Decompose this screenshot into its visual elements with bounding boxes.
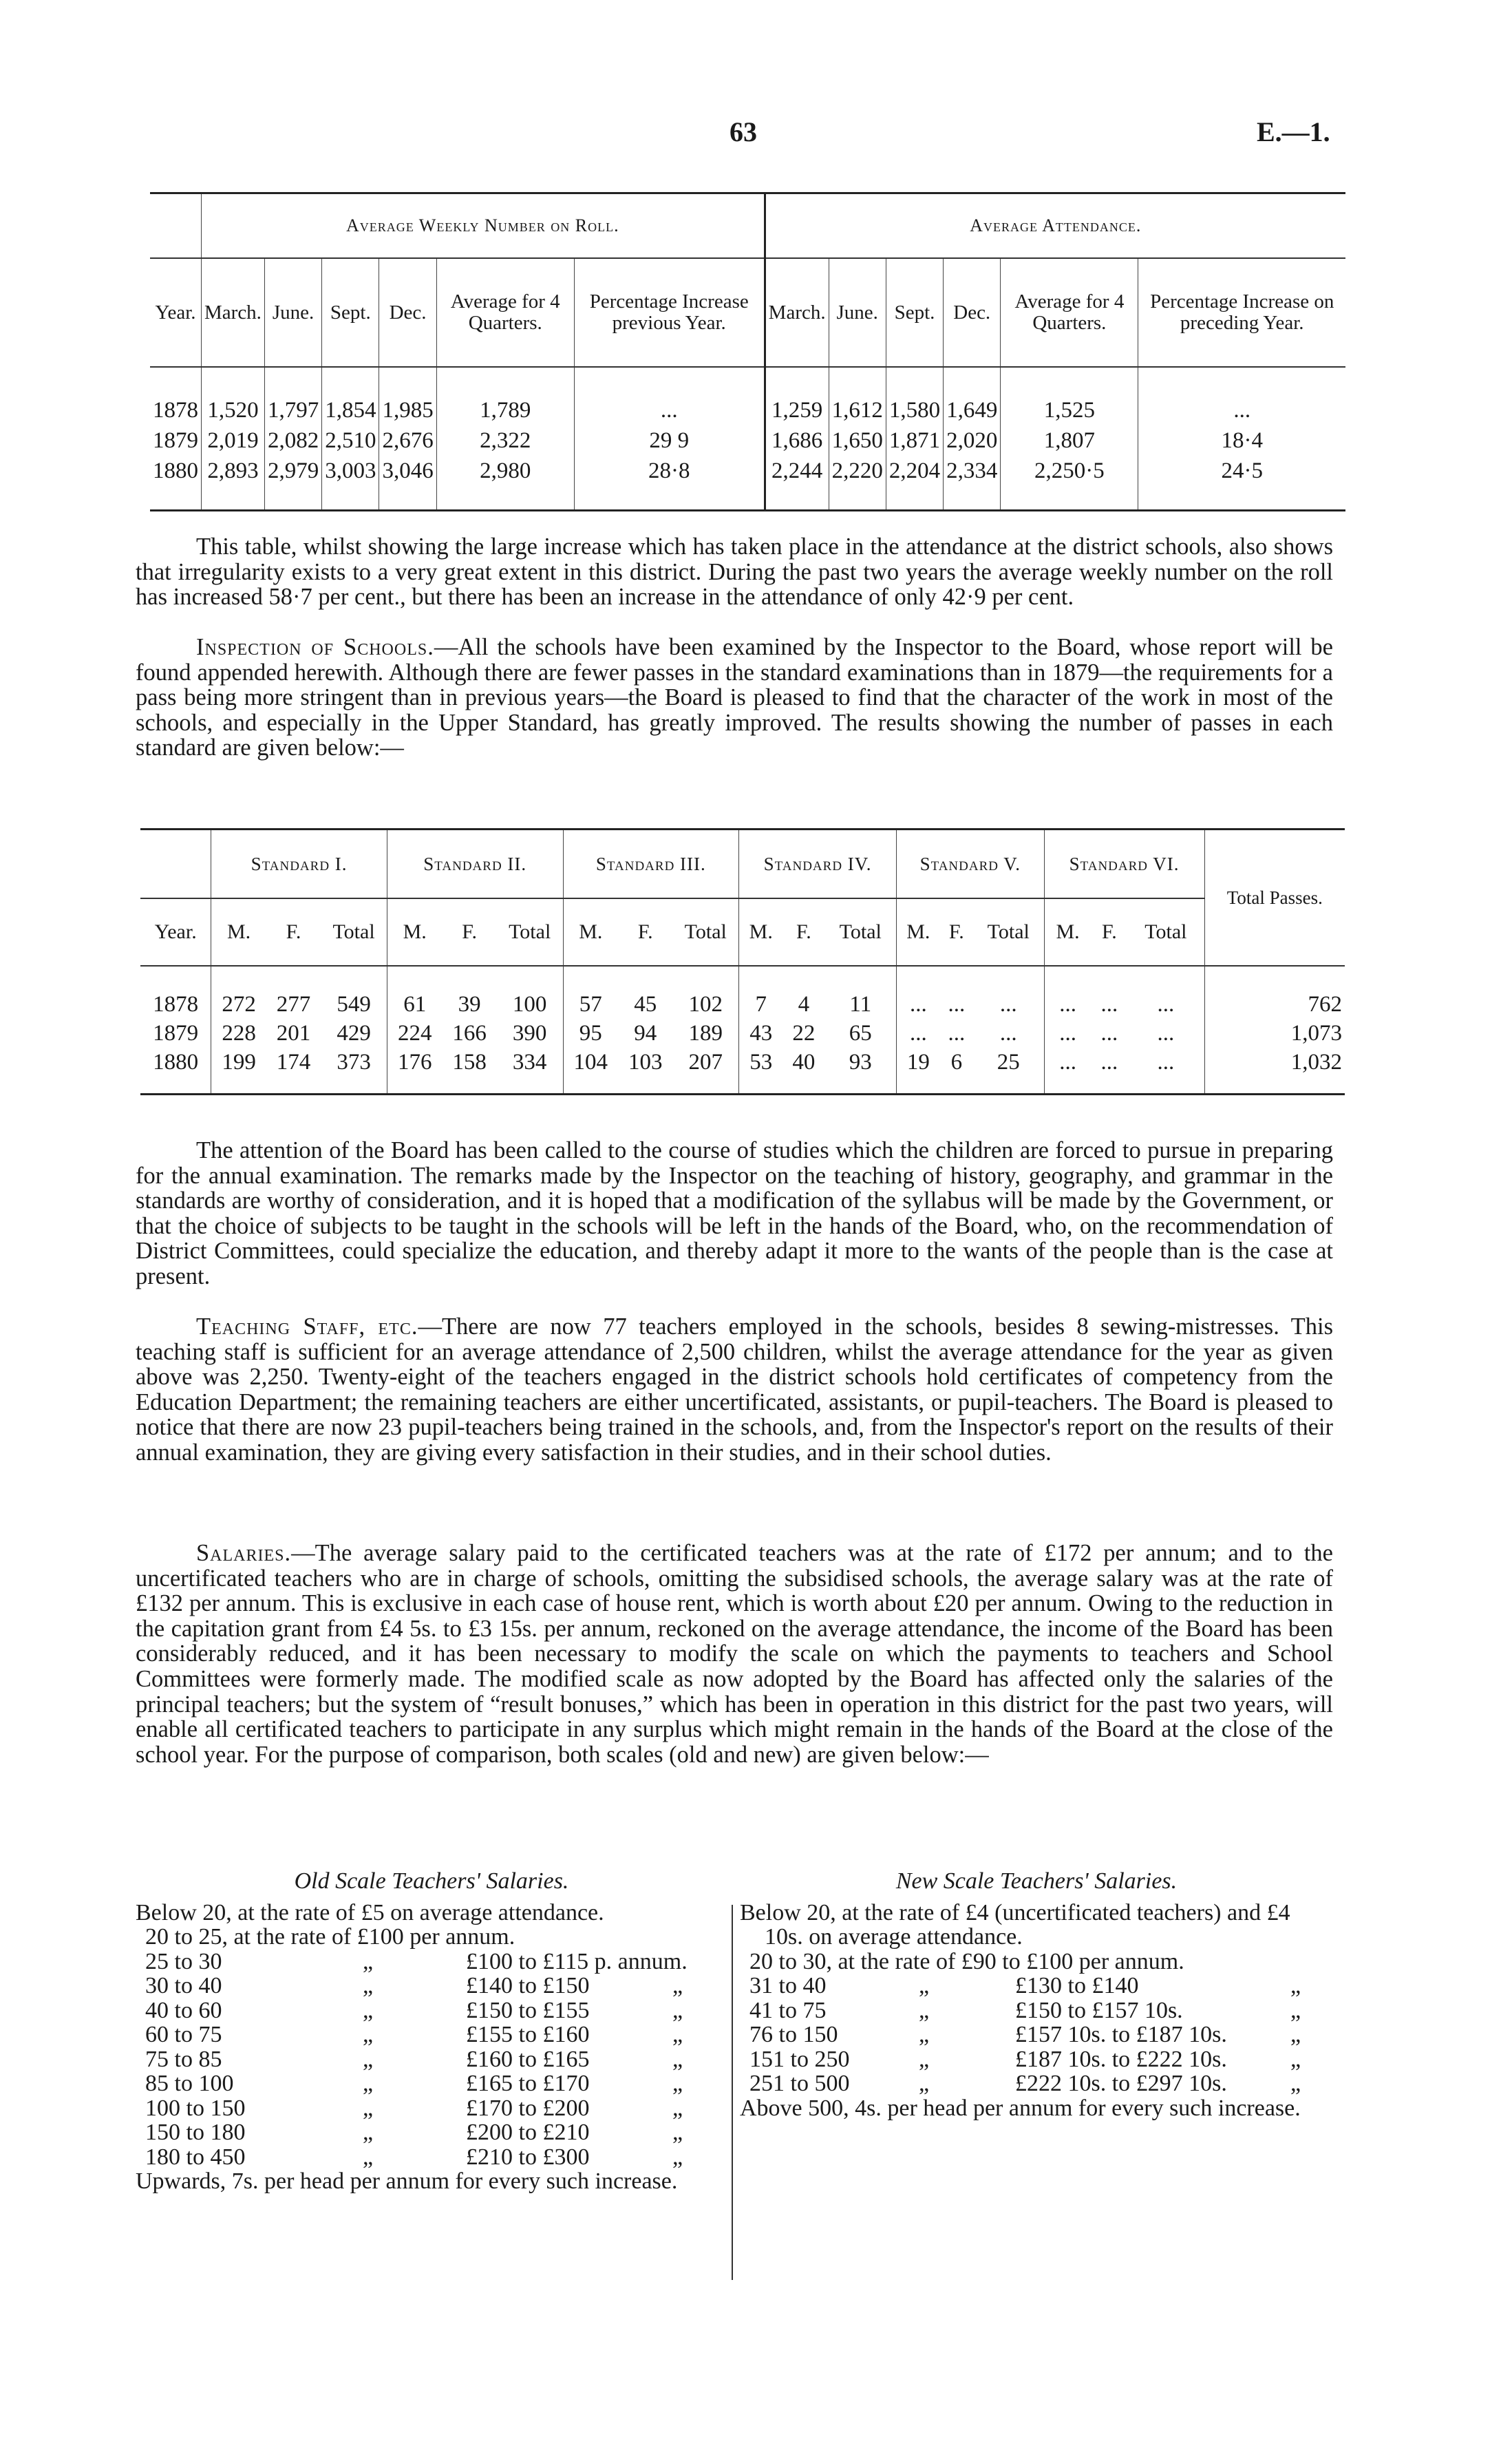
passes-cell: 277 [276,992,311,1017]
value-cell: 1,871 [886,425,943,456]
standards-row [140,990,1345,1019]
ditto-cell: „ [919,2046,930,2072]
passes-cell: ... [948,992,966,1017]
ditto-cell: „ [363,1997,374,2023]
total-passes-header: Total Passes. [1204,830,1345,967]
range-cell: 100 to 150 [145,2095,246,2121]
amount-cell: £210 to £300 [466,2144,590,2170]
att-col-header: Percentage Increase on preceding Year. [1138,258,1345,367]
teaching-staff-heading: Teaching Staff, etc. [196,1313,418,1340]
value-cell: 1,789 [436,395,574,425]
passes-cell: ... [1059,992,1076,1017]
value-cell: 2,980 [436,456,574,486]
scale-row [136,1998,727,2023]
new-scale-column [740,1869,1333,2120]
standard-header: Standard V. [897,830,1044,899]
range-cell: 150 to 180 [145,2120,246,2145]
passes-cell: 201 [276,1021,311,1046]
passes-cell: 39 [458,992,481,1017]
passes-cell: 25 [973,1048,1044,1077]
passes-cell: 4 [798,992,810,1017]
passes-cell: ... [1059,1050,1076,1075]
ditto-cell: „ [363,1973,374,1998]
value-cell: 2,334 [944,456,1001,486]
passes-cell: 6 [950,1050,963,1075]
roll-col-header: Percentage Increase previous Year. [574,258,765,367]
sub-col-header: Total [497,898,563,966]
scale-row [136,1974,727,1998]
ditto-cell: „ [672,2144,683,2170]
year-cell: 1880 [150,456,202,486]
scale-row [136,2047,727,2072]
passes-cell: ... [1100,992,1118,1017]
passes-cell: 7 [755,992,767,1017]
value-cell: 1,520 [202,395,265,425]
ditto-cell: „ [919,1997,930,2023]
sub-col-header: F. [940,898,973,966]
value-cell: 2,893 [202,456,265,486]
value-cell: 2,244 [765,456,829,486]
passes-cell: 43 [749,1021,773,1046]
value-cell: 3,046 [379,456,436,486]
value-cell: 1,525 [1001,395,1138,425]
passes-cell: 103 [628,1050,663,1075]
ditto-cell: „ [1290,2046,1301,2072]
ditto-cell: „ [1290,2071,1301,2096]
ditto-cell: „ [1290,2022,1301,2047]
value-cell: 1,650 [829,425,886,456]
value-cell: 3,003 [322,456,379,486]
value-cell: 2,220 [829,456,886,486]
old-scale-second-line: 20 to 25, at the rate of £100 per annum. [145,1924,515,1950]
value-cell: ... [574,395,765,425]
scale-row [740,1998,1333,2023]
att-col-header: June. [829,258,886,367]
paragraph-studies: The attention of the Board has been called to the course of studies which the children are forced to pursue in preparing for the annual examination. The remarks made by the Inspector on the teaching of history, geography, and grammar in the standards are worthy of consideration, and it is hoped that a modification of the syllabus will be made by the Government, or that the choice of subjects to be taught in the schools will be left in the hands of the Board, who, on the recommendation of District Committees, could specialize the education, and thereby adapt it more to the wants of the people than is the case at present. [136,1137,1333,1289]
passes-cell: ... [1059,1021,1076,1046]
scale-row [740,2047,1333,2072]
year-cell: 1880 [140,1048,211,1077]
attendance-row [150,425,1345,456]
sub-col-header: F. [618,898,672,966]
passes-cell: ... [973,1019,1044,1048]
passes-cell: 272 [222,992,256,1017]
ditto-cell: „ [672,1973,683,1998]
range-cell: 40 to 60 [145,1997,222,2023]
ditto-cell: „ [363,2120,374,2145]
ditto-cell: „ [363,2046,374,2072]
range-cell: 30 to 40 [145,1973,222,1998]
scale-row [740,1974,1333,1998]
value-cell: 1,807 [1001,425,1138,456]
value-cell: 2,082 [264,425,321,456]
new-scale-title: New Scale Teachers' Salaries. [895,1868,1178,1894]
passes-cell: 102 [672,990,738,1019]
scale-row [136,2096,727,2121]
total-passes-cell: 762 [1308,992,1342,1017]
ditto-cell: „ [363,2071,374,2096]
value-cell: 2,250·5 [1001,456,1138,486]
attendance-table [150,192,1345,511]
sub-col-header: F. [1092,898,1128,966]
scale-row [136,2120,727,2145]
scale-row [740,2071,1333,2096]
sub-col-header: Total [825,898,897,966]
passes-cell: ... [1100,1050,1118,1075]
value-cell: 2,676 [379,425,436,456]
sub-col-header: M. [563,898,618,966]
range-cell: 75 to 85 [145,2046,222,2072]
salaries-heading: Salaries. [196,1540,292,1566]
sub-col-header: M. [211,898,266,966]
ditto-cell: „ [672,2095,683,2121]
year-cell: 1879 [150,425,202,456]
group-roll-header: Average Weekly Number on Roll. [202,193,765,259]
amount-cell: £150 to £155 [466,1997,590,2023]
value-cell: 1,985 [379,395,436,425]
passes-cell: 166 [452,1021,487,1046]
year-cell: 1878 [140,990,211,1019]
amount-cell: £165 to £170 [466,2071,590,2096]
passes-cell: ... [909,1021,927,1046]
range-cell: 60 to 75 [145,2022,222,2047]
sub-col-header: F. [266,898,321,966]
scale-row [136,2145,727,2170]
scale-row [740,2023,1333,2047]
passes-cell: 176 [397,1050,432,1075]
passes-cell: 429 [321,1019,387,1048]
roll-col-header: Sept. [322,258,379,367]
new-scale-first-line: Below 20, at the rate of £4 (uncertificated teachers) and £4 10s. on average attendance. [740,1899,1290,1950]
ditto-cell: „ [919,2022,930,2047]
passes-cell: ... [1127,1048,1204,1077]
sub-col-header: Total [973,898,1044,966]
scale-row [136,1950,727,1974]
passes-cell: 53 [749,1050,773,1075]
standards-row [140,1048,1345,1077]
passes-cell: ... [973,990,1044,1019]
att-col-header: March. [765,258,829,367]
old-scale-first-line: Below 20, at the rate of £5 on average attendance. [136,1899,604,1925]
passes-cell: 207 [672,1048,738,1077]
value-cell: 24·5 [1221,458,1263,483]
range-cell: 41 to 75 [749,1997,827,2023]
amount-cell: £222 10s. to £297 10s. [1015,2071,1227,2096]
roll-col-header: June. [264,258,321,367]
new-scale-last-line: Above 500, 4s. per head per annum for every such increase. [740,2095,1301,2121]
old-scale-rows [136,1950,727,2170]
value-cell: 2,019 [202,425,265,456]
amount-cell: £100 to £115 p. annum. [466,1948,688,1974]
value-cell: 2,204 [886,456,943,486]
roll-col-header: March. [202,258,265,367]
year-cell: 1878 [150,395,202,425]
passes-cell: 11 [825,990,897,1019]
paragraph-salaries [136,1541,1333,1767]
amount-cell: £187 10s. to £222 10s. [1015,2046,1227,2072]
old-scale-last-line: Upwards, 7s. per head per annum for every such increase. [136,2168,678,2194]
passes-cell: 224 [397,1021,432,1046]
range-cell: 180 to 450 [145,2144,246,2170]
paragraph-teaching-staff [136,1314,1333,1466]
sub-col-header: F. [442,898,496,966]
passes-cell: 45 [634,992,657,1017]
value-cell: 1,259 [765,395,829,425]
total-passes-cell: 1,032 [1290,1050,1342,1075]
value-cell: 1,854 [322,395,379,425]
new-scale-rows [740,1974,1333,2096]
passes-cell: 22 [792,1021,816,1046]
paragraph-attendance: This table, whilst showing the large increase which has taken place in the attendance at the district schools, also shows that irregularity exists to a very great extent in this district. During the past two years the average weekly number on the roll has increased 58·7 per cent., but there has been an increase in the attendance of only 42·9 per cent. [136,534,1333,611]
inspection-heading: Inspection of Schools. [196,634,434,660]
passes-cell: 174 [276,1050,311,1075]
salaries-text: —The average salary paid to the certificated teachers was at the rate of £172 per annum; and to the uncertificated teachers who are in charge of schools, omitting the subsidised schools, the average salary was at the rate of £132 per annum. This is exclusive in each case of house rent, which is worth about £20 per annum. Owing to the reduction in the capitation grant from £4 5s. to £3 15s. per annum, reckoned on the average attendance, the income of the Board has been considerably reduced, and it has been necessary to modify the scale on which the payments to teachers and School Committees were formerly made. The modified scale as now adopted by the Board has affected only the salaries of the principal teachers; but the system of “result bonuses,” which has been in operation in this district for the past two years, will enable all certificated teachers to participate in any surplus which might remain in the hands of the Board at the close of the school year. For the purpose of comparison, both scales (old and new) are given below:— [136,1540,1333,1768]
passes-cell: 189 [672,1019,738,1048]
value-cell: 29 9 [574,425,765,456]
ditto-cell: „ [1290,1973,1301,1998]
sub-col-header: Total [672,898,738,966]
standard-header: Standard IV. [739,830,897,899]
passes-cell: 373 [321,1048,387,1077]
ditto-cell: „ [672,1997,683,2023]
att-col-header: Dec. [944,258,1001,367]
value-cell: 1,580 [886,395,943,425]
attendance-row [150,395,1345,425]
amount-cell: £170 to £200 [466,2095,590,2121]
passes-cell: 61 [403,992,427,1017]
range-cell: 85 to 100 [145,2071,234,2096]
standard-header: Standard III. [563,830,739,899]
passes-cell: 40 [792,1050,816,1075]
sub-col-header: M. [897,898,940,966]
sub-col-header: M. [387,898,442,966]
ditto-cell: „ [672,2046,683,2072]
year-header: Year. [140,898,211,966]
standards-row [140,1019,1345,1048]
range-cell: 251 to 500 [749,2071,850,2096]
amount-cell: £157 10s. to £187 10s. [1015,2022,1227,2047]
sub-col-header: F. [782,898,824,966]
page-header [0,116,1512,157]
roll-col-header: Average for 4 Quarters. [436,258,574,367]
value-cell: 2,322 [436,425,574,456]
paragraph-inspection [136,635,1333,761]
teaching-staff-text: —There are now 77 teachers employed in the schools, besides 8 sewing-mistresses. This teaching staff is sufficient for an average attendance of 2,500 children, whilst the average attendance for the year as given above was 2,250. Twenty-eight of the teachers engaged in the district schools hold certificates of competency from the Education Department; the remaining teachers are either uncertificated, assistants, or pupil-teachers. The Board is pleased to notice that there are now 23 pupil-teachers being trained in the schools, and, from the Inspector's report on the results of their annual examination, they are giving every satisfaction in their studies, and in their school duties. [136,1313,1334,1466]
attendance-row [150,456,1345,486]
value-cell: 2,510 [322,425,379,456]
value-cell: 1,612 [829,395,886,425]
scale-row [136,2071,727,2096]
ditto-cell: „ [363,2144,374,2170]
passes-cell: ... [1100,1021,1118,1046]
passes-cell: 390 [497,1019,563,1048]
ditto-cell: „ [363,2095,374,2121]
passes-cell: 94 [634,1021,657,1046]
amount-cell: £130 to £140 [1015,1973,1139,1998]
att-col-header: Average for 4 Quarters. [1001,258,1138,367]
old-scale-column [136,1869,727,2194]
roll-col-header: Dec. [379,258,436,367]
ditto-cell: „ [919,1973,930,1998]
scale-divider [732,1905,733,2280]
document-reference: E.—1. [1257,116,1330,147]
amount-cell: £150 to £157 10s. [1015,1997,1183,2023]
year-cell: 1879 [140,1019,211,1048]
standard-header: Standard I. [211,830,387,899]
ditto-cell: „ [919,2071,930,2096]
salary-scales [136,1869,1333,2248]
standard-header: Standard II. [387,830,563,899]
sub-col-header: Total [1127,898,1204,966]
value-cell: 2,979 [264,456,321,486]
scale-row [136,2023,727,2047]
group-attendance-header: Average Attendance. [765,193,1345,259]
ditto-cell: „ [672,2120,683,2145]
year-header: Year. [150,258,202,367]
range-cell: 76 to 150 [749,2022,838,2047]
passes-cell: ... [1127,990,1204,1019]
amount-cell: £160 to £165 [466,2046,590,2072]
value-cell: 28·8 [574,456,765,486]
passes-cell: 95 [579,1021,602,1046]
range-cell: 31 to 40 [749,1973,827,1998]
passes-cell: 199 [222,1050,256,1075]
value-cell: 1,686 [765,425,829,456]
page-number: 63 [730,116,757,147]
value-cell: 18·4 [1221,428,1263,453]
passes-cell: 334 [497,1048,563,1077]
sub-col-header: M. [1044,898,1092,966]
passes-cell: 93 [825,1048,897,1077]
passes-cell: 104 [573,1050,608,1075]
range-cell: 25 to 30 [145,1948,222,1974]
amount-cell: £200 to £210 [466,2120,590,2145]
amount-cell: £140 to £150 [466,1973,590,1998]
passes-cell: 19 [906,1050,930,1075]
range-cell: 151 to 250 [749,2046,850,2072]
old-scale-title: Old Scale Teachers' Salaries. [294,1868,569,1894]
passes-cell: ... [948,1021,966,1046]
ditto-cell: „ [672,2022,683,2047]
standard-header: Standard VI. [1044,830,1204,899]
new-scale-second-line: 20 to 30, at the rate of £90 to £100 per annum. [749,1948,1184,1974]
passes-cell: 100 [497,990,563,1019]
value-cell: 1,797 [264,395,321,425]
ditto-cell: „ [363,2022,374,2047]
passes-cell: 228 [222,1021,256,1046]
att-col-header: Sept. [886,258,943,367]
ditto-cell: „ [672,2071,683,2096]
passes-cell: 65 [825,1019,897,1048]
ditto-cell: „ [1290,1997,1301,2023]
value-cell: ... [1233,398,1251,423]
sub-col-header: M. [739,898,783,966]
standards-table [140,828,1345,1095]
ditto-cell: „ [363,1948,374,1974]
total-passes-cell: 1,073 [1290,1021,1342,1046]
inspection-text: —All the schools have been examined by the Inspector to the Board, whose report will be found appended herewith. Although there are fewer passes in the standard examinations than in 1879—the requirements for a pass being more stringent than in previous years—the Board is pleased to find that the character of the work in most of the schools, and especially in the Upper Standard, has greatly improved. The results showing the number of passes in each standard are given below:— [136,634,1333,761]
amount-cell: £155 to £160 [466,2022,590,2047]
passes-cell: 57 [579,992,602,1017]
value-cell: 1,649 [944,395,1001,425]
sub-col-header: Total [321,898,387,966]
passes-cell: ... [909,992,927,1017]
value-cell: 2,020 [944,425,1001,456]
passes-cell: 549 [321,990,387,1019]
passes-cell: 158 [452,1050,487,1075]
passes-cell: ... [1127,1019,1204,1048]
